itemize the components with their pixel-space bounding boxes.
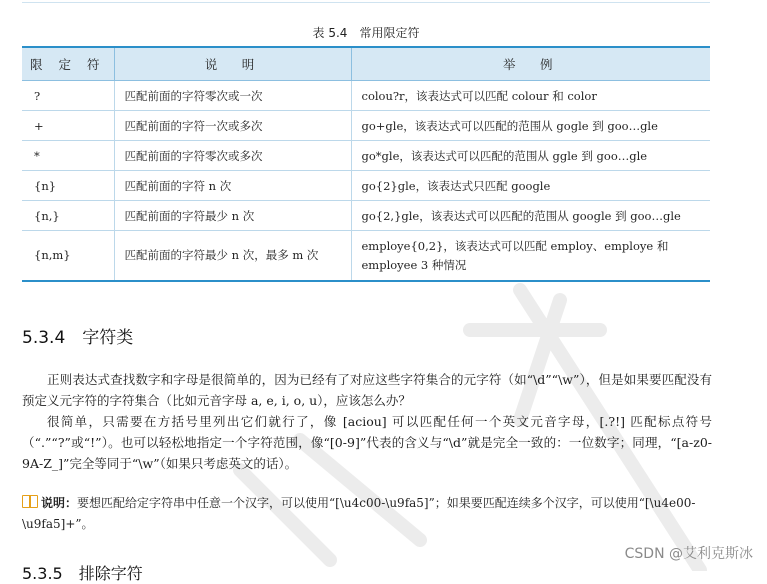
quantifier-cell: {n,m} — [22, 231, 114, 282]
header-example: 举 例 — [351, 47, 710, 81]
quantifier-table — [22, 46, 710, 282]
quantifier-cell: {n,} — [22, 201, 114, 231]
description-cell: 匹配前面的字符零次或多次 — [114, 141, 351, 171]
table-row — [22, 171, 710, 201]
table-row — [22, 111, 710, 141]
paragraph-1: 正则表达式查找数字和字母是很简单的，因为已经有了对应这些字符集合的元字符（如“\d”“\w”），但是如果要匹配没有预定义元字符的字符集合（比如元音字母 a, e, i, o, u），应该怎么办？ — [22, 372, 712, 408]
paragraph-2: 很简单，只需要在方括号里列出它们就行了，像 [aciou] 可以匹配任何一个英文元音字母，[.?!] 匹配标点符号（“.”“?”或“!”）。也可以轻松地指定一个字符范围，像“[0-9]”代表的含义与“\d”就是完全一致的：一位数字；同理，“[a-z0-9A-Z_]”完全等同于“\w”（如果只考虑英文的话）。 — [22, 414, 712, 471]
example-cell: go{2,}gle，该表达式可以匹配的范围从 google 到 goo…gle — [351, 201, 710, 231]
description-cell: 匹配前面的字符一次或多次 — [114, 111, 351, 141]
quantifier-cell: * — [22, 141, 114, 171]
note-text: 要想匹配给定字符串中任意一个汉字，可以使用“[\u4c00-\u9fa5]”；如果要匹配连续多个汉字，可以使用“[\u4e00-\u9fa5]+”。 — [22, 496, 696, 531]
example-cell: colou?r，该表达式可以匹配 colour 和 color — [351, 81, 710, 111]
table-row — [22, 231, 710, 282]
table-caption: 表 5.4 常用限定符 — [312, 26, 420, 40]
description-cell: 匹配前面的字符 n 次 — [114, 171, 351, 201]
next-section-heading: 5.3.5 排除字符 — [22, 564, 143, 583]
quantifier-cell: ? — [22, 81, 114, 111]
example-cell: employe{0,2}，该表达式可以匹配 employ、employe 和 employee 3 种情况 — [351, 231, 710, 282]
note-label: 说明： — [41, 496, 78, 510]
header-description: 说 明 — [114, 47, 351, 81]
table-row — [22, 81, 710, 111]
table-row — [22, 141, 710, 171]
table-row — [22, 201, 710, 231]
table-header-row — [22, 47, 710, 81]
example-cell: go*gle，该表达式可以匹配的范围从 ggle 到 goo…gle — [351, 141, 710, 171]
example-cell: go+gle，该表达式可以匹配的范围从 gogle 到 goo…gle — [351, 111, 710, 141]
quantifier-cell: + — [22, 111, 114, 141]
section-heading: 5.3.4 字符类 — [22, 328, 134, 348]
description-cell: 匹配前面的字符最少 n 次，最多 m 次 — [114, 231, 351, 282]
quantifier-cell: {n} — [22, 171, 114, 201]
note-box — [22, 493, 712, 535]
header-quantifier: 限 定 符 — [22, 47, 114, 81]
book-icon — [22, 495, 38, 508]
csdn-watermark: CSDN @艾利克斯冰 — [624, 546, 753, 562]
description-cell: 匹配前面的字符零次或一次 — [114, 81, 351, 111]
description-cell: 匹配前面的字符最少 n 次 — [114, 201, 351, 231]
example-cell: go{2}gle，该表达式只匹配 google — [351, 171, 710, 201]
